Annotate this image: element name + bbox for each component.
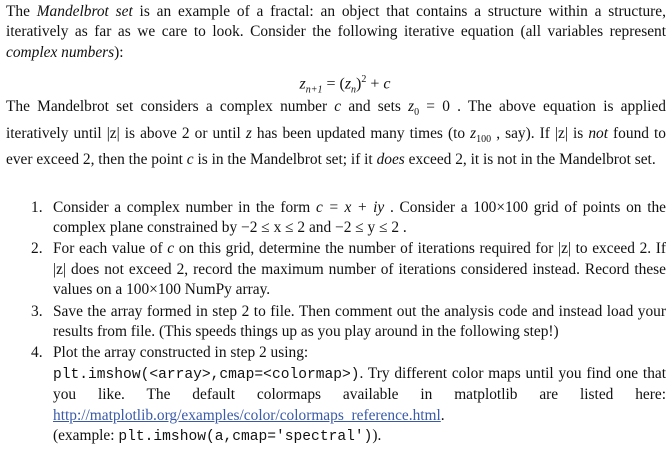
p2-text-d: has been updated many times (to <box>251 124 471 142</box>
p2-does: does <box>376 151 405 169</box>
p2-z: z <box>245 124 252 142</box>
list-item <box>6 198 666 239</box>
eq-exponent: 2 <box>361 74 367 86</box>
intro-paragraph <box>6 2 666 63</box>
item4-text-a: Plot the array constructed in step 2 using: <box>53 344 309 362</box>
p2-not: not <box>588 124 608 142</box>
p2-z100: z <box>470 124 477 142</box>
intro-text-1: The <box>6 3 37 20</box>
p2-text-h: exceed 2, it is not in the Mandelbrot set. <box>404 151 656 169</box>
eq-z: z <box>344 75 352 93</box>
p2-z100-sub: 100 <box>476 133 492 145</box>
document <box>6 2 666 448</box>
p2-c: c <box>334 98 342 116</box>
item2-text-a: For each value of <box>53 240 168 258</box>
p2-text-f: found to ever exceed 2, then the point <box>6 124 666 169</box>
item2-text-b: on this grid, determine the number of iterations required for |z| to exceed 2. If |z| does not exceed 2, record the maximum number of iterations considered instead. Record these values on a 100×100 NumPy array. <box>53 240 667 299</box>
item4-text-b: . Try different color maps until you find one that you like. The default colormaps available in matplotlib are listed here: <box>53 364 666 404</box>
eq-close-paren: ) <box>356 75 362 93</box>
example-text-a: (example: <box>53 427 119 445</box>
p2-text-e: , say). If |z| is <box>491 124 589 142</box>
eq-lhs: z <box>299 75 306 93</box>
intro-text-2: is an example of a fractal: an object that contains a structure within a structure, iteratively as far as we care to look. Consider the following iterative equation (all variables represent <box>6 3 666 41</box>
item1-text-a: Consider a complex number in the form <box>53 198 316 216</box>
eq-z-sub: n <box>351 84 357 96</box>
spacer <box>6 171 666 198</box>
mandelbrot-description <box>6 97 666 170</box>
p2-z0-sub: 0 <box>414 107 420 119</box>
list-item <box>6 343 666 447</box>
list-item <box>6 302 666 343</box>
task-list <box>6 198 666 448</box>
p2-text-a: The Mandelbrot set considers a complex number <box>6 98 335 116</box>
eq-equals: = ( <box>322 75 345 93</box>
example-code: plt.imshow(a,cmap='spectral') <box>118 429 373 446</box>
list-item <box>6 239 666 300</box>
p2-text-g: is in the Mandelbrot set; if it <box>193 151 377 169</box>
item1-text-b: . Consider a 100×100 grid of points on the complex plane constrained by −2 ≤ x ≤ 2 and −2 ≤ y ≤ 2 . <box>53 198 666 236</box>
p2-z0: z <box>408 98 415 116</box>
example-text-b: ). <box>372 427 382 445</box>
list-number: 1. <box>31 198 43 216</box>
colormaps-reference-link[interactable]: http://matplotlib.org/examples/color/colormaps_reference.html <box>53 406 441 424</box>
item3-text: Save the array formed in step 2 to file. Then comment out the analysis code and instead load your results from file. (This speeds things up as you play around in the following step!) <box>53 302 666 341</box>
item2-c: c <box>167 240 175 258</box>
item4-text-c: . <box>440 406 445 424</box>
p2-c3: c <box>186 151 194 169</box>
eq-c: c <box>383 75 391 93</box>
list-number: 2. <box>31 240 43 258</box>
intro-text-3: ): <box>114 43 124 61</box>
eq-plus: + <box>366 75 384 93</box>
imshow-code: plt.imshow(<array>,cmap=<colormap>) <box>53 366 360 383</box>
eq-lhs-sub: n+1 <box>305 84 323 96</box>
p2-text-b: and sets <box>341 98 409 116</box>
list-number: 4. <box>31 344 43 362</box>
term-complex-numbers: complex numbers <box>6 43 115 61</box>
p2-text-c: = 0 . The above equation is applied iteratively until |z| is above 2 or until <box>6 98 666 142</box>
item1-math: c = x + iy <box>315 198 385 216</box>
list-number: 3. <box>31 302 43 320</box>
term-mandelbrot-set: Mandelbrot set <box>36 3 133 20</box>
iteration-equation <box>6 63 666 97</box>
